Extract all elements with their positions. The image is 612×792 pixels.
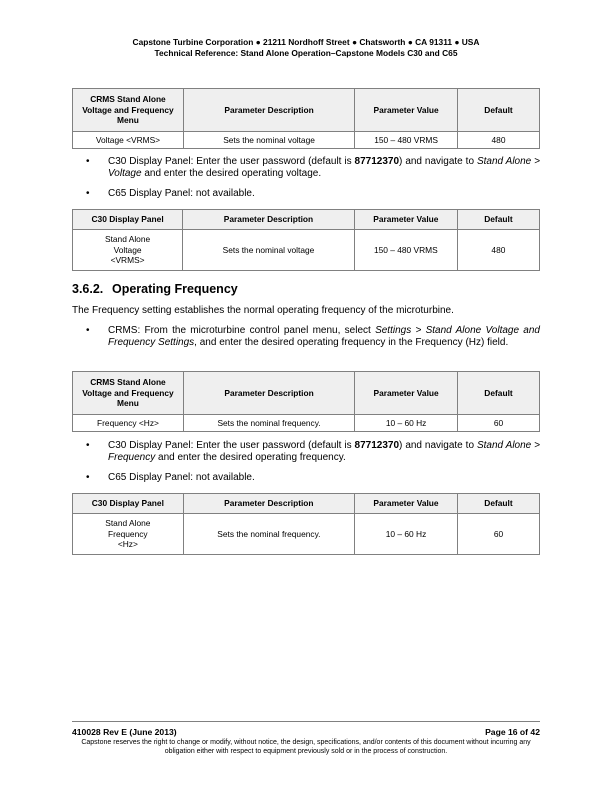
table-cell: 10 – 60 Hz [355, 415, 458, 432]
bullet-dot: • [86, 472, 90, 483]
table-cell: 150 – 480 VRMS [355, 132, 458, 149]
crms-frequency-table [72, 371, 540, 432]
table-row [73, 132, 540, 149]
bullet-dot: • [86, 156, 90, 167]
table-header-value: Parameter Value [355, 89, 458, 132]
cell-line: Stand Alone [104, 234, 151, 245]
bullet-c65-frequency [86, 472, 540, 484]
cell-line: Stand Alone [105, 518, 151, 529]
menu-path: Stand Alone > Frequency [108, 440, 541, 464]
table-header-default: Default [458, 372, 540, 415]
bullet-text: ) and navigate to [399, 156, 477, 167]
table-row [73, 415, 540, 432]
table-row [73, 514, 540, 555]
table-header-description: Parameter Description [183, 494, 354, 514]
bullet-c65-voltage [86, 188, 540, 200]
default-password: 87712370 [354, 156, 400, 167]
table-cell: 480 [458, 132, 540, 149]
bullet-text: and enter the desired operating frequency. [155, 452, 346, 464]
bullet-text: C30 Display Panel: Enter the user password (default is [108, 156, 355, 167]
section-title: Operating Frequency [112, 282, 238, 296]
header-company-line: Capstone Turbine Corporation ● 21211 Nordhoff Street ● Chatsworth ● CA 91311 ● USA [132, 37, 480, 47]
bullet-text: C65 Display Panel: not available. [108, 188, 255, 199]
table-header-value: Parameter Value [355, 372, 458, 415]
cell-line: Voltage [113, 244, 142, 255]
menu-path: Settings > Stand Alone Voltage and Frequency Settings [108, 325, 540, 349]
table-header-value: Parameter Value [354, 210, 457, 230]
table-header-menu: CRMS Stand Alone Voltage and Frequency Menu [73, 89, 184, 132]
table-row [73, 230, 540, 271]
table-cell: Sets the nominal frequency. [183, 514, 354, 555]
table-header-default: Default [457, 494, 539, 514]
table-header-description: Parameter Description [183, 89, 354, 132]
table-cell: 60 [457, 514, 539, 555]
table-cell: Voltage <VRMS> [73, 132, 184, 149]
table-cell: Sets the nominal frequency. [183, 415, 354, 432]
table-header-description: Parameter Description [183, 210, 355, 230]
table-cell: 10 – 60 Hz [355, 514, 458, 555]
bullet-c30-voltage [86, 156, 540, 180]
table-header-value: Parameter Value [355, 494, 458, 514]
bullet-c30-frequency [86, 440, 540, 464]
section-number: 3.6.2. [72, 282, 104, 296]
section-heading [72, 282, 238, 296]
default-password: 87712370 [354, 440, 400, 451]
menu-path: Stand Alone > Voltage [108, 156, 541, 180]
bullet-text: C65 Display Panel: not available. [108, 472, 255, 483]
bullet-crms-frequency [86, 325, 540, 349]
cell-line: <VRMS> [110, 255, 145, 266]
bullet-text: , and enter the desired operating frequency in the Frequency (Hz) field. [194, 337, 509, 349]
table-header-menu: CRMS Stand Alone Voltage and Frequency Menu [73, 372, 184, 415]
bullet-text: and enter the desired operating voltage. [141, 168, 322, 180]
bullet-dot: • [86, 325, 90, 336]
table-cell: 480 [457, 230, 539, 271]
cell-line: Frequency [108, 528, 148, 539]
footer-page-number: Page 16 of 42 [485, 727, 540, 737]
c30-frequency-table [72, 493, 540, 555]
bullet-dot: • [86, 188, 90, 199]
table-header-description: Parameter Description [183, 372, 354, 415]
table-header-default: Default [457, 210, 539, 230]
footer-doc-id: 410028 Rev E (June 2013) [72, 727, 177, 737]
page-header [0, 37, 612, 59]
cell-line: <Hz> [117, 539, 138, 550]
bullet-text: ) and navigate to [399, 440, 477, 451]
header-document-title: Technical Reference: Stand Alone Operation–Capstone Models C30 and C65 [154, 48, 458, 58]
bullet-dot: • [86, 440, 90, 451]
table-header-panel: C30 Display Panel [73, 210, 183, 230]
bullet-text: CRMS: From the microturbine control panel menu, select [108, 325, 376, 336]
bullet-text: C30 Display Panel: Enter the user password (default is [108, 440, 355, 451]
footer-disclaimer: Capstone reserves the right to change or modify, without notice, the design, specifications, and/or contents of this document without incurring any obligation either with respect to equipment previously sold or in the process of construction. [81, 739, 531, 755]
footer-divider [72, 721, 540, 722]
table-cell [73, 514, 184, 555]
table-cell: Frequency <Hz> [73, 415, 184, 432]
table-header-default: Default [458, 89, 540, 132]
table-header-panel: C30 Display Panel [73, 494, 184, 514]
table-cell: 60 [458, 415, 540, 432]
section-intro: The Frequency setting establishes the normal operating frequency of the microturbine. [72, 305, 454, 316]
crms-voltage-table [72, 88, 540, 149]
table-cell: Sets the nominal voltage [183, 230, 355, 271]
table-cell [73, 230, 183, 271]
table-cell: 150 – 480 VRMS [354, 230, 457, 271]
c30-voltage-table [72, 209, 540, 271]
table-cell: Sets the nominal voltage [183, 132, 354, 149]
